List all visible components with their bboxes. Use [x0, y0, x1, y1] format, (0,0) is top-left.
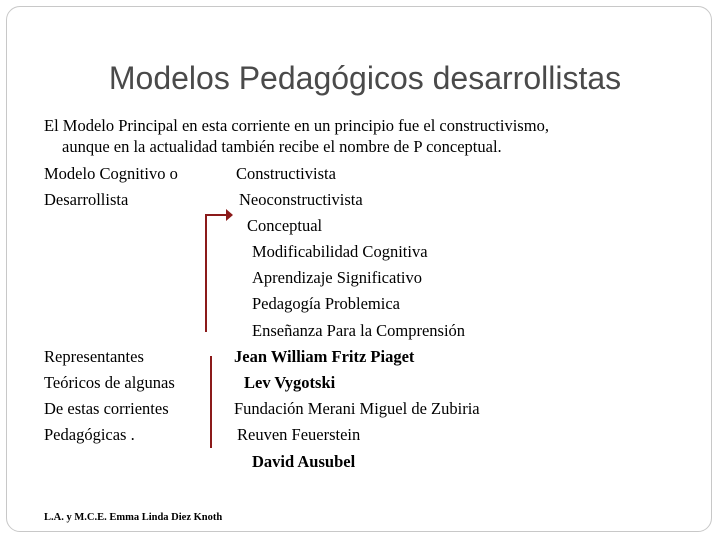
slide-title: Modelos Pedagógicos desarrollistas [108, 60, 622, 96]
model-label-line-2: Desarrollista [44, 190, 129, 209]
representative-1: Jean William Fritz Piaget [234, 347, 415, 366]
intro-line-2: aunque en la actualidad también recibe el nombre de P conceptual. [62, 137, 502, 156]
model-item-4: Modificabilidad Cognitiva [252, 242, 428, 261]
representative-4: Reuven Feuerstein [237, 425, 361, 444]
arrow-head-icon [226, 209, 233, 221]
rep-label-line-3: De estas corrientes [44, 399, 169, 418]
model-item-7: Enseñanza Para la Comprensión [252, 321, 466, 340]
rep-label-line-1: Representantes [44, 347, 144, 366]
rep-label-line-4: Pedagógicas . [44, 425, 135, 444]
footer-author: L.A. y M.C.E. Emma Linda Diez Knoth [44, 512, 223, 523]
representative-3: Fundación Merani Miguel de Zubiria [234, 399, 480, 418]
intro-line-1: El Modelo Principal en esta corriente en un principio fue el constructivismo, [44, 116, 549, 135]
model-label-line-1: Modelo Cognitivo o [44, 164, 178, 183]
representative-2: Lev Vygotski [244, 373, 336, 392]
model-item-2: Neoconstructivista [239, 190, 363, 209]
model-item-5: Aprendizaje Significativo [252, 268, 422, 287]
rep-label-line-2: Teóricos de algunas [44, 373, 175, 392]
representatives-bracket [210, 356, 212, 448]
model-item-6: Pedagogía Problemica [252, 294, 401, 313]
models-bracket-vertical [205, 214, 207, 332]
model-item-3: Conceptual [247, 216, 323, 235]
representative-5: David Ausubel [252, 452, 356, 471]
model-item-1: Constructivista [236, 164, 336, 183]
